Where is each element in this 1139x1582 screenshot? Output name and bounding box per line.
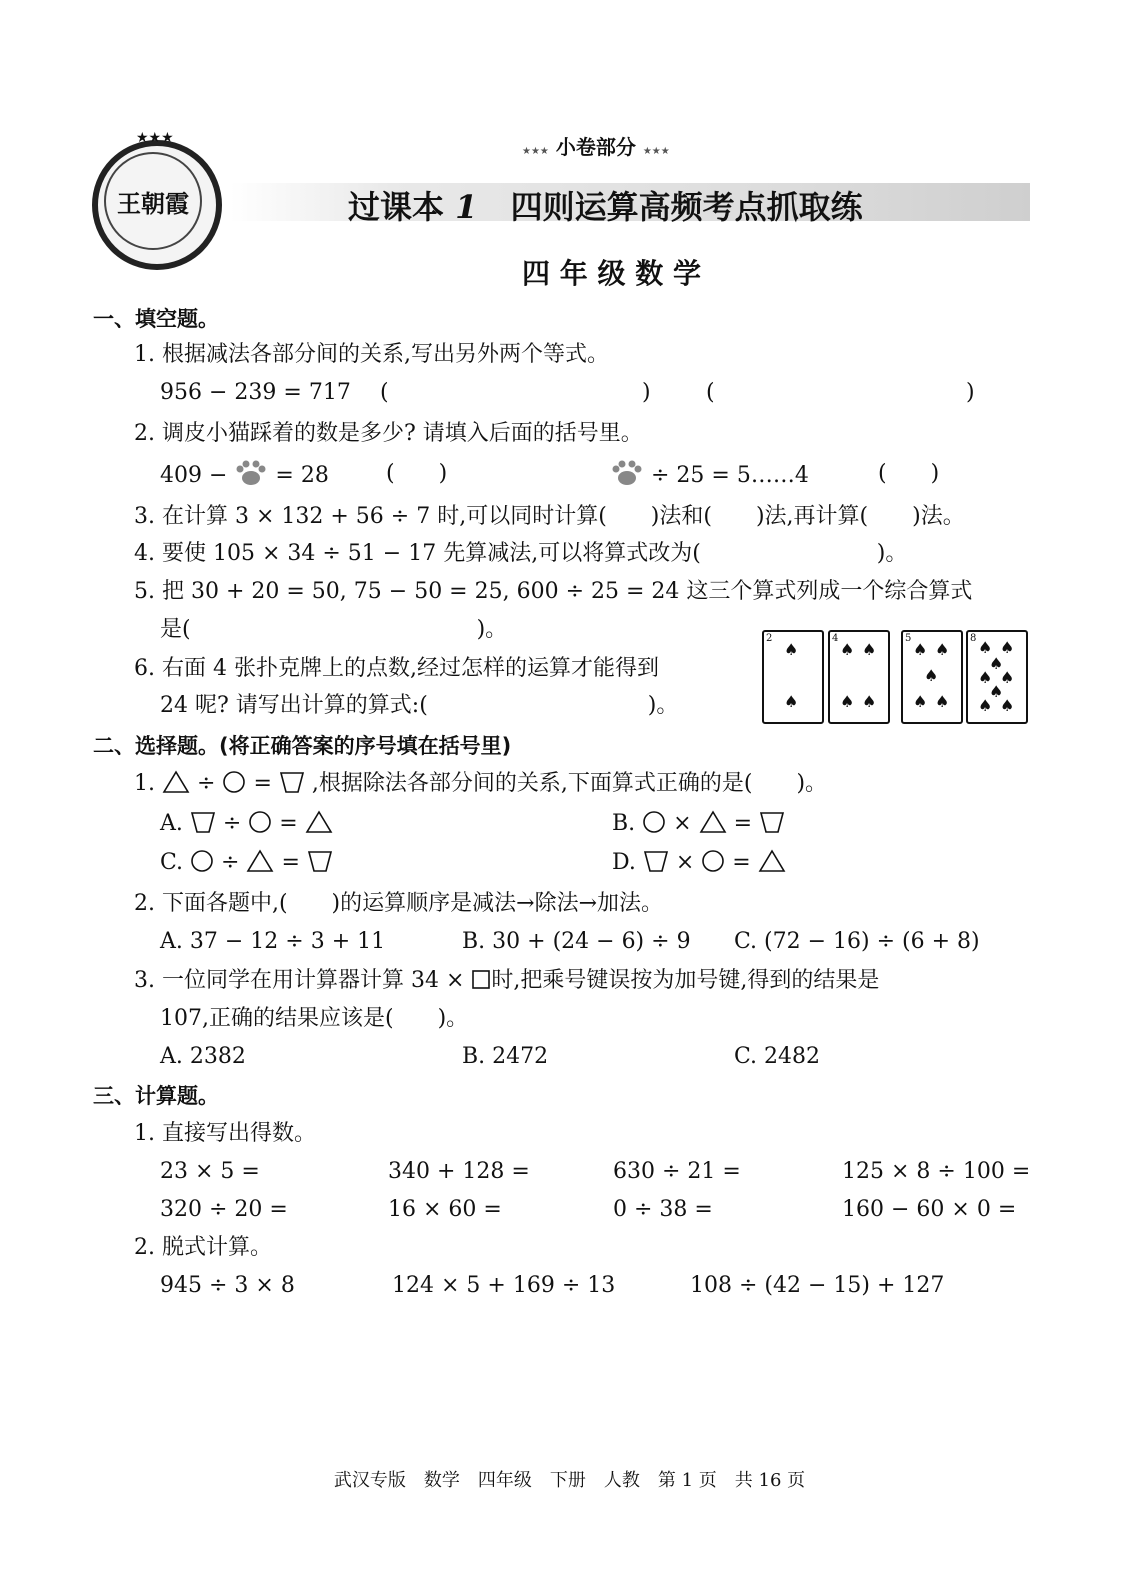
q2-1-num: 1. [134,771,155,796]
circle-icon [642,810,666,834]
spade-icon: ♠ [978,668,993,687]
spade-icon: ♠ [862,640,877,659]
spade-icon: ♠ [1000,696,1015,715]
q2-1-text [134,770,827,798]
circle-icon [701,849,725,873]
q3-1-r2c3: 0 ÷ 38 = [613,1197,713,1222]
triangle-icon [305,810,333,834]
q2-1-option-d: D. × = [612,849,786,877]
spade-icon: ♠ [989,654,1004,673]
spade-icon: ♠ [1000,638,1015,657]
spade-icon: ♠ [784,692,799,711]
q1-1-text: 1. 根据减法各部分间的关系,写出另外两个等式。 [134,342,609,367]
q1-2-blank-a: ( ) [386,461,448,486]
q1-2-b-post: ÷ 25 = 5……4 [651,463,809,488]
q2-3-option-c: C. 2482 [734,1044,821,1069]
star-icon: ★★★ [136,130,174,146]
q1-2-a-post: = 28 [275,463,329,488]
subject-title: 四 年 级 数 学 [522,257,701,290]
star-icon: ★★★ [522,146,549,157]
section-3-title: 三、计算题。 [93,1084,219,1108]
playing-card [828,630,890,724]
q3-2-calc-2: 124 × 5 + 169 ÷ 13 [392,1273,616,1298]
q1-2-a-pre: 409 − [160,463,228,488]
q3-2-calc-1: 945 ÷ 3 × 8 [160,1273,295,1298]
q3-1-r2c2: 16 × 60 = [388,1197,502,1222]
q3-1-r2c4: 160 − 60 × 0 = [842,1197,1017,1222]
q2-3-option-b: B. 2472 [462,1044,549,1069]
q2-3-text-b: 时,把乘号键误按为加号键,得到的结果是 [491,968,880,993]
page-footer: 武汉专版 数学 四年级 下册 人教 第 1 页 共 16 页 [333,1470,806,1491]
q2-1-post: ,根据除法各部分间的关系,下面算式正确的是( )。 [311,771,828,796]
spade-icon: ♠ [935,640,950,659]
q1-3-text: 3. 在计算 3 × 132 + 56 ÷ 7 时,可以同时计算( )法和( )法,再计算( )法。 [134,504,965,529]
spade-icon: ♠ [978,638,993,657]
q2-2-option-c: C. (72 − 16) ÷ (6 + 8) [734,929,980,954]
spade-icon: ♠ [840,640,855,659]
spade-icon: ♠ [1000,668,1015,687]
q3-2-calc-3: 108 ÷ (42 − 15) + 127 [690,1273,945,1298]
trapezoid-icon [643,849,669,873]
triangle-icon [162,770,190,794]
q1-2-blank-b: ( ) [878,461,940,486]
triangle-icon [758,849,786,873]
section-2-title: 二、选择题。(将正确答案的序号填在括号里) [93,734,512,758]
q3-1-r1c4: 125 × 8 ÷ 100 = [842,1159,1031,1184]
trapezoid-icon [759,810,785,834]
q2-3-text2: 107,正确的结果应该是( )。 [160,1006,469,1031]
q1-1-blank-b-close: ) [966,380,975,405]
card-rank: 8 [970,633,977,644]
option-b-label: B. [612,811,636,836]
q2-3-option-a: A. 2382 [160,1044,246,1069]
card-rank: 4 [832,633,839,644]
q2-2-option-b: B. 30 + (24 − 6) ÷ 9 [462,929,691,954]
paw-icon [234,460,268,486]
spade-icon: ♠ [784,640,799,659]
page-title [348,182,863,228]
spade-icon: ♠ [913,692,928,711]
triangle-icon [246,849,274,873]
logo-text: 王朝霞 [117,189,189,218]
circle-icon [222,770,246,794]
q2-1-option-a: A. ÷ = [160,810,333,838]
card-rank: 5 [905,633,912,644]
q1-6-text2: 24 呢? 请写出计算的算式:( )。 [160,693,679,718]
playing-card [762,630,824,724]
q2-2-text: 2. 下面各题中,( )的运算顺序是减法→除法→加法。 [134,891,664,916]
playing-card [966,630,1028,724]
sub-label [522,131,670,160]
q1-2-text: 2. 调皮小猫踩着的数是多少? 请填入后面的括号里。 [134,421,643,446]
trapezoid-icon [190,810,216,834]
trapezoid-icon [279,770,305,794]
q3-1-r2c1: 320 ÷ 20 = [160,1197,288,1222]
q2-1-option-b: B. × = [612,810,785,838]
q3-1-r1c3: 630 ÷ 21 = [613,1159,741,1184]
option-a-label: A. [160,811,183,836]
q3-1-text: 1. 直接写出得数。 [134,1121,316,1146]
spade-icon: ♠ [978,696,993,715]
spade-icon: ♠ [862,692,877,711]
circle-icon [248,810,272,834]
title-rest: 四则运算高频考点抓取练 [510,188,863,226]
title-prefix: 过课本 [348,188,445,226]
triangle-icon [699,810,727,834]
q3-2-text: 2. 脱式计算。 [134,1235,272,1260]
q1-2-b [610,460,809,490]
title-num: 1 [455,188,478,226]
q1-1-blank-b-open: ( [706,380,715,405]
spade-icon: ♠ [989,682,1004,701]
q1-1-blank-a-close: ) [642,380,651,405]
spade-icon: ♠ [935,692,950,711]
q1-2-a [160,460,329,490]
q1-1-eq: 956 − 239 = 717 [160,380,351,405]
q2-1-eq: = [253,771,272,796]
star-icon: ★★★ [642,146,670,157]
option-d-label: D. [612,850,636,875]
q3-1-r1c1: 23 × 5 = [160,1159,260,1184]
q1-1-blank-a-open: ( [380,380,389,405]
q2-3-text-a: 3. 一位同学在用计算器计算 34 × [134,968,472,993]
trapezoid-icon [307,849,333,873]
q2-2-option-a: A. 37 − 12 ÷ 3 + 11 [160,929,386,954]
sub-label-text: 小卷部分 [555,135,636,159]
q1-6-text: 6. 右面 4 张扑克牌上的点数,经过怎样的运算才能得到 [134,656,659,681]
square-box-icon [471,969,491,991]
card-rank: 2 [766,633,773,644]
option-c-label: C. [160,850,184,875]
playing-card [901,630,963,724]
q1-4-text: 4. 要使 105 × 34 ÷ 51 − 17 先算减法,可以将算式改为( )。 [134,541,908,566]
q2-1-option-c: C. ÷ = [160,849,333,877]
q2-3-text [134,967,879,995]
section-1-title: 一、填空题。 [93,307,219,331]
circle-icon [190,849,214,873]
q3-1-r1c2: 340 + 128 = [388,1159,530,1184]
q1-5-text2: 是( )。 [160,617,508,642]
logo [92,130,222,270]
spade-icon: ♠ [840,692,855,711]
q1-5-text: 5. 把 30 + 20 = 50, 75 − 50 = 25, 600 ÷ 25 = 24 这三个算式列成一个综合算式 [134,579,973,604]
spade-icon: ♠ [924,666,939,685]
spade-icon: ♠ [913,640,928,659]
q2-1-div: ÷ [197,771,216,796]
paw-icon [610,460,644,486]
